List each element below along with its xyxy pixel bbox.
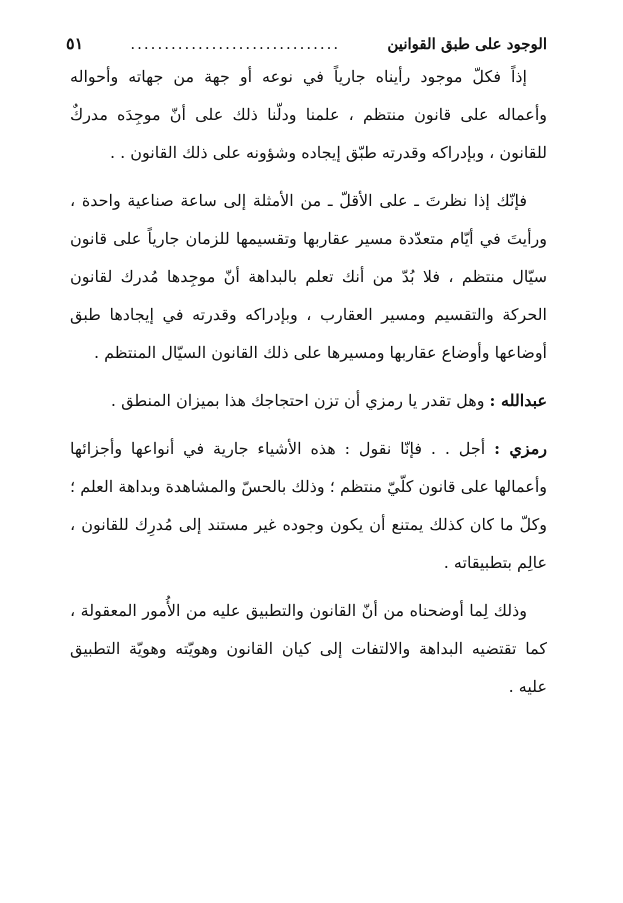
paragraph-text: أجل . . فإنّا نقول : هذه الأشياء جارية في أنواعها وأجزائها وأعمالها على قانون كلّيّ منتظم ؛ وذلك بالحسّ والمشاهدة وبداهة العلم ؛ وكلّ ما كان كذلك يمتنع أن يكون وجوده غير مستند إلى مُدرِك للقانون ، عالِم بتطبيقاته . [70,439,547,572]
paragraph-text: وهل تقدر يا رمزي أن تزن احتجاجك هذا بميزان المنطق . [110,391,485,410]
body-text [70,58,547,716]
dot-leader: ............................... [130,35,341,53]
page-number: ٥١ [66,34,84,53]
dialogue-paragraph [70,430,547,582]
paragraph [70,182,547,372]
paragraph-text: فإنّك إذا نظرتَ ـ على الأقلّ ـ من الأمثلة إلى ساعة صناعية واحدة ، ورأيتَ في أيّام متعدّدة مسير عقاربها وتقسيمها للزمان جارياً على قانون سيّال منتظم ، فلا بُدّ من أنك تعلم بالبداهة أنّ موجِدها مُدرك لقانون الحركة والتقسيم ومسير العقارب ، وبإدراكه وقدرته في إيجادها طبق أوضاعها وأوضاع عقاربها ومسيرها على ذلك القانون السيّال المنتظم . [70,191,547,362]
running-head [66,30,547,58]
speaker-name: عبدالله : [489,391,547,410]
dialogue-paragraph [70,382,547,420]
running-title: الوجود على طبق القوانين [387,35,547,53]
paragraph [70,58,547,172]
paragraph-text: إذاً فكلّ موجود رأيناه جارياً في نوعه أو جهة من جهاته وأحواله وأعماله على قانون منتظم ، علمنا ودلّنا ذلك على أنّ موجِدَه مدركٌ للقانون ، وبإدراكه وقدرته طبّق إيجاده وشؤونه على ذلك القانون . . [70,67,547,162]
paragraph-text: وذلك لِما أوضحناه من أنّ القانون والتطبيق عليه من الأُمور المعقولة ، كما تقتضيه البداهة والالتفات إلى كيان القانون وهويّته وهويّة التطبيق عليه . [70,601,547,696]
paragraph [70,592,547,706]
speaker-name: رمزي : [494,439,547,458]
